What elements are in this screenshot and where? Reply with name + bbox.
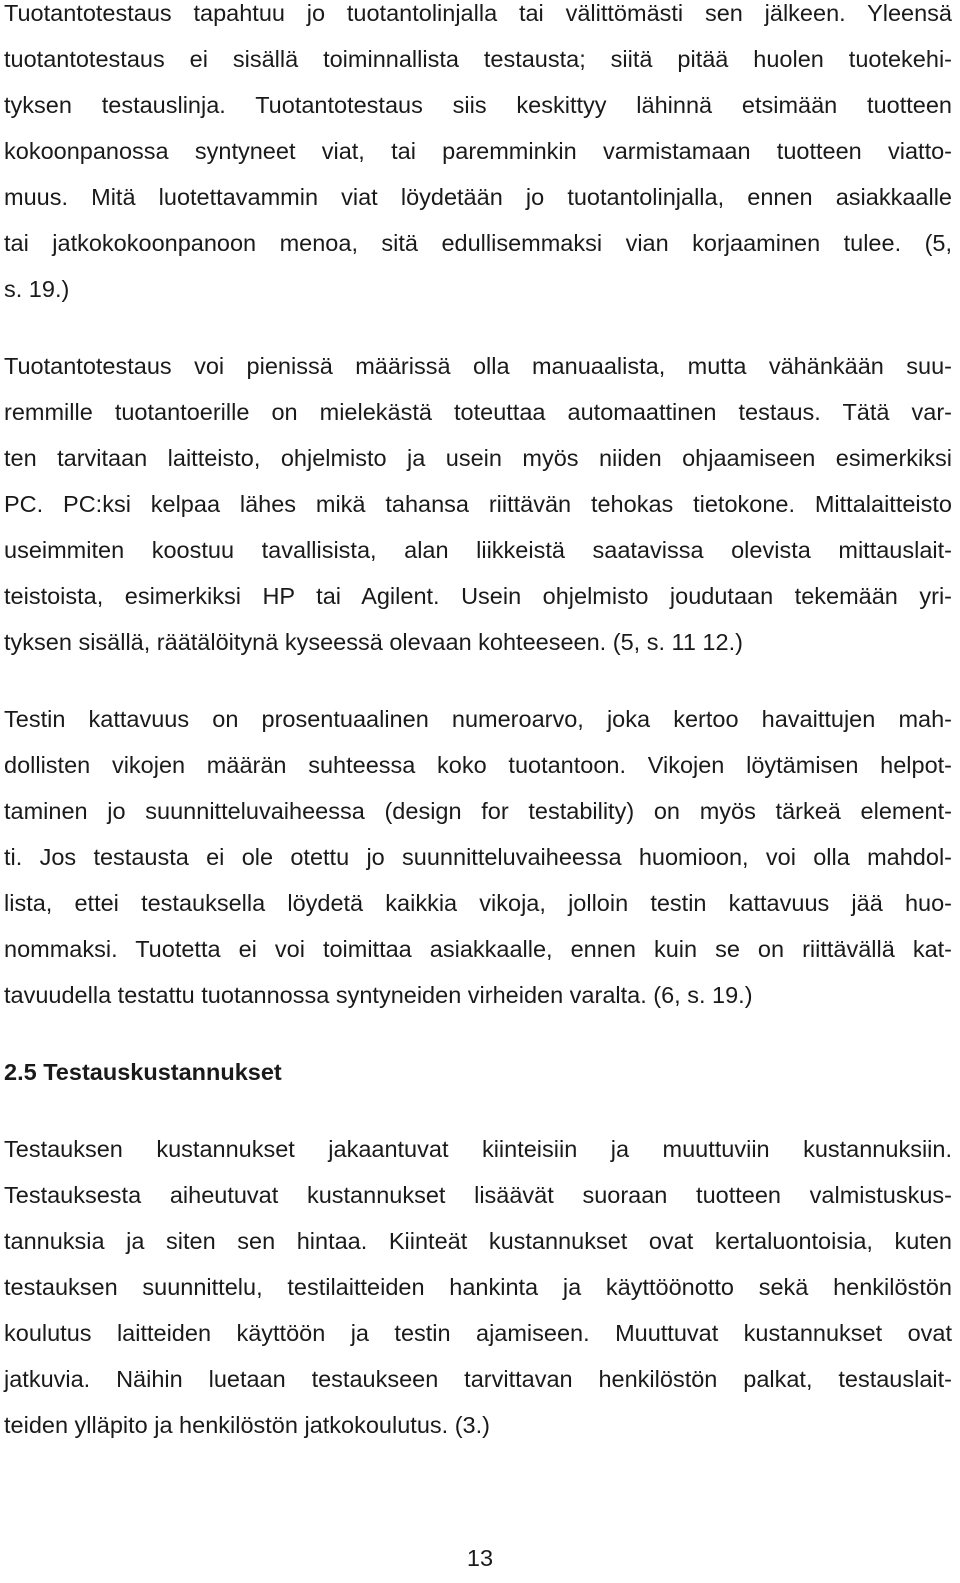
text-line: remmille tuotantoerille on mielekästä toteuttaa automaattinen testaus. Tätä var- — [4, 399, 952, 425]
text-line: useimmiten koostuu tavallisista, alan liikkeistä saatavissa olevista mittauslait- — [4, 537, 952, 563]
text-line: muus. Mitä luotettavammin viat löydetään jo tuotantolinjalla, ennen asiakkaalle — [4, 184, 952, 210]
text-line: nommaksi. Tuotetta ei voi toimittaa asiakkaalle, ennen kuin se on riittävällä kat- — [4, 936, 952, 962]
text-line: Testauksesta aiheutuvat kustannukset lisäävät suoraan tuotteen valmistuskus- — [4, 1182, 952, 1208]
text-line: PC. PC:ksi kelpaa lähes mikä tahansa riittävän tehokas tietokone. Mittalaitteisto — [4, 491, 952, 517]
page-number: 13 — [466, 1545, 494, 1571]
text-line: Tuotantotestaus voi pienissä määrissä olla manuaalista, mutta vähänkään suu- — [4, 353, 952, 379]
text-line: Testauksen kustannukset jakaantuvat kiinteisiin ja muuttuviin kustannuksiin. — [4, 1136, 952, 1162]
text-line: jatkuvia. Näihin luetaan testaukseen tarvittavan henkilöstön palkat, testauslait- — [4, 1366, 952, 1392]
text-line: Tuotantotestaus tapahtuu jo tuotantolinjalla tai välittömästi sen jälkeen. Yleensä — [4, 0, 952, 26]
text-line: taminen jo suunnitteluvaiheessa (design for testability) on myös tärkeä element- — [4, 798, 952, 824]
text-line: tuotantotestaus ei sisällä toiminnallista testausta; siitä pitää huolen tuotekehi- — [4, 46, 952, 72]
text-line: teiden ylläpito ja henkilöstön jatkokoulutus. (3.) — [4, 1412, 490, 1438]
text-line: kokoonpanossa syntyneet viat, tai paremminkin varmistamaan tuotteen viatto- — [4, 138, 952, 164]
text-line: koulutus laitteiden käyttöön ja testin ajamiseen. Muuttuvat kustannukset ovat — [4, 1320, 952, 1346]
text-line: ten tarvitaan laitteisto, ohjelmisto ja usein myös niiden ohjaamiseen esimerkiksi — [4, 445, 952, 471]
text-line: tyksen testauslinja. Tuotantotestaus siis keskittyy lähinnä etsimään tuotteen — [4, 92, 952, 118]
text-line: tavuudella testattu tuotannossa syntyneiden virheiden varalta. (6, s. 19.) — [4, 982, 753, 1008]
text-line: dollisten vikojen määrän suhteessa koko tuotantoon. Vikojen löytämisen helpot- — [4, 752, 952, 778]
text-line: lista, ettei testauksella löydetä kaikkia vikoja, jolloin testin kattavuus jää huo- — [4, 890, 952, 916]
text-line: tai jatkokokoonpanoon menoa, sitä edullisemmaksi vian korjaaminen tulee. (5, — [4, 230, 952, 256]
text-line: Testin kattavuus on prosentuaalinen numeroarvo, joka kertoo havaittujen mah- — [4, 706, 952, 732]
text-line: testauksen suunnittelu, testilaitteiden hankinta ja käyttöönotto sekä henkilöstön — [4, 1274, 952, 1300]
text-line: s. 19.) — [4, 276, 70, 302]
section-heading: 2.5 Testauskustannukset — [4, 1059, 282, 1085]
text-line: tyksen sisällä, räätälöitynä kyseessä olevaan kohteeseen. (5, s. 11 12.) — [4, 629, 743, 655]
text-line: ti. Jos testausta ei ole otettu jo suunnitteluvaiheessa huomioon, voi olla mahdol- — [4, 844, 952, 870]
text-line: teistoista, esimerkiksi HP tai Agilent. Usein ohjelmisto joudutaan tekemään yri- — [4, 583, 952, 609]
text-line: tannuksia ja siten sen hintaa. Kiinteät kustannukset ovat kertaluontoisia, kuten — [4, 1228, 952, 1254]
